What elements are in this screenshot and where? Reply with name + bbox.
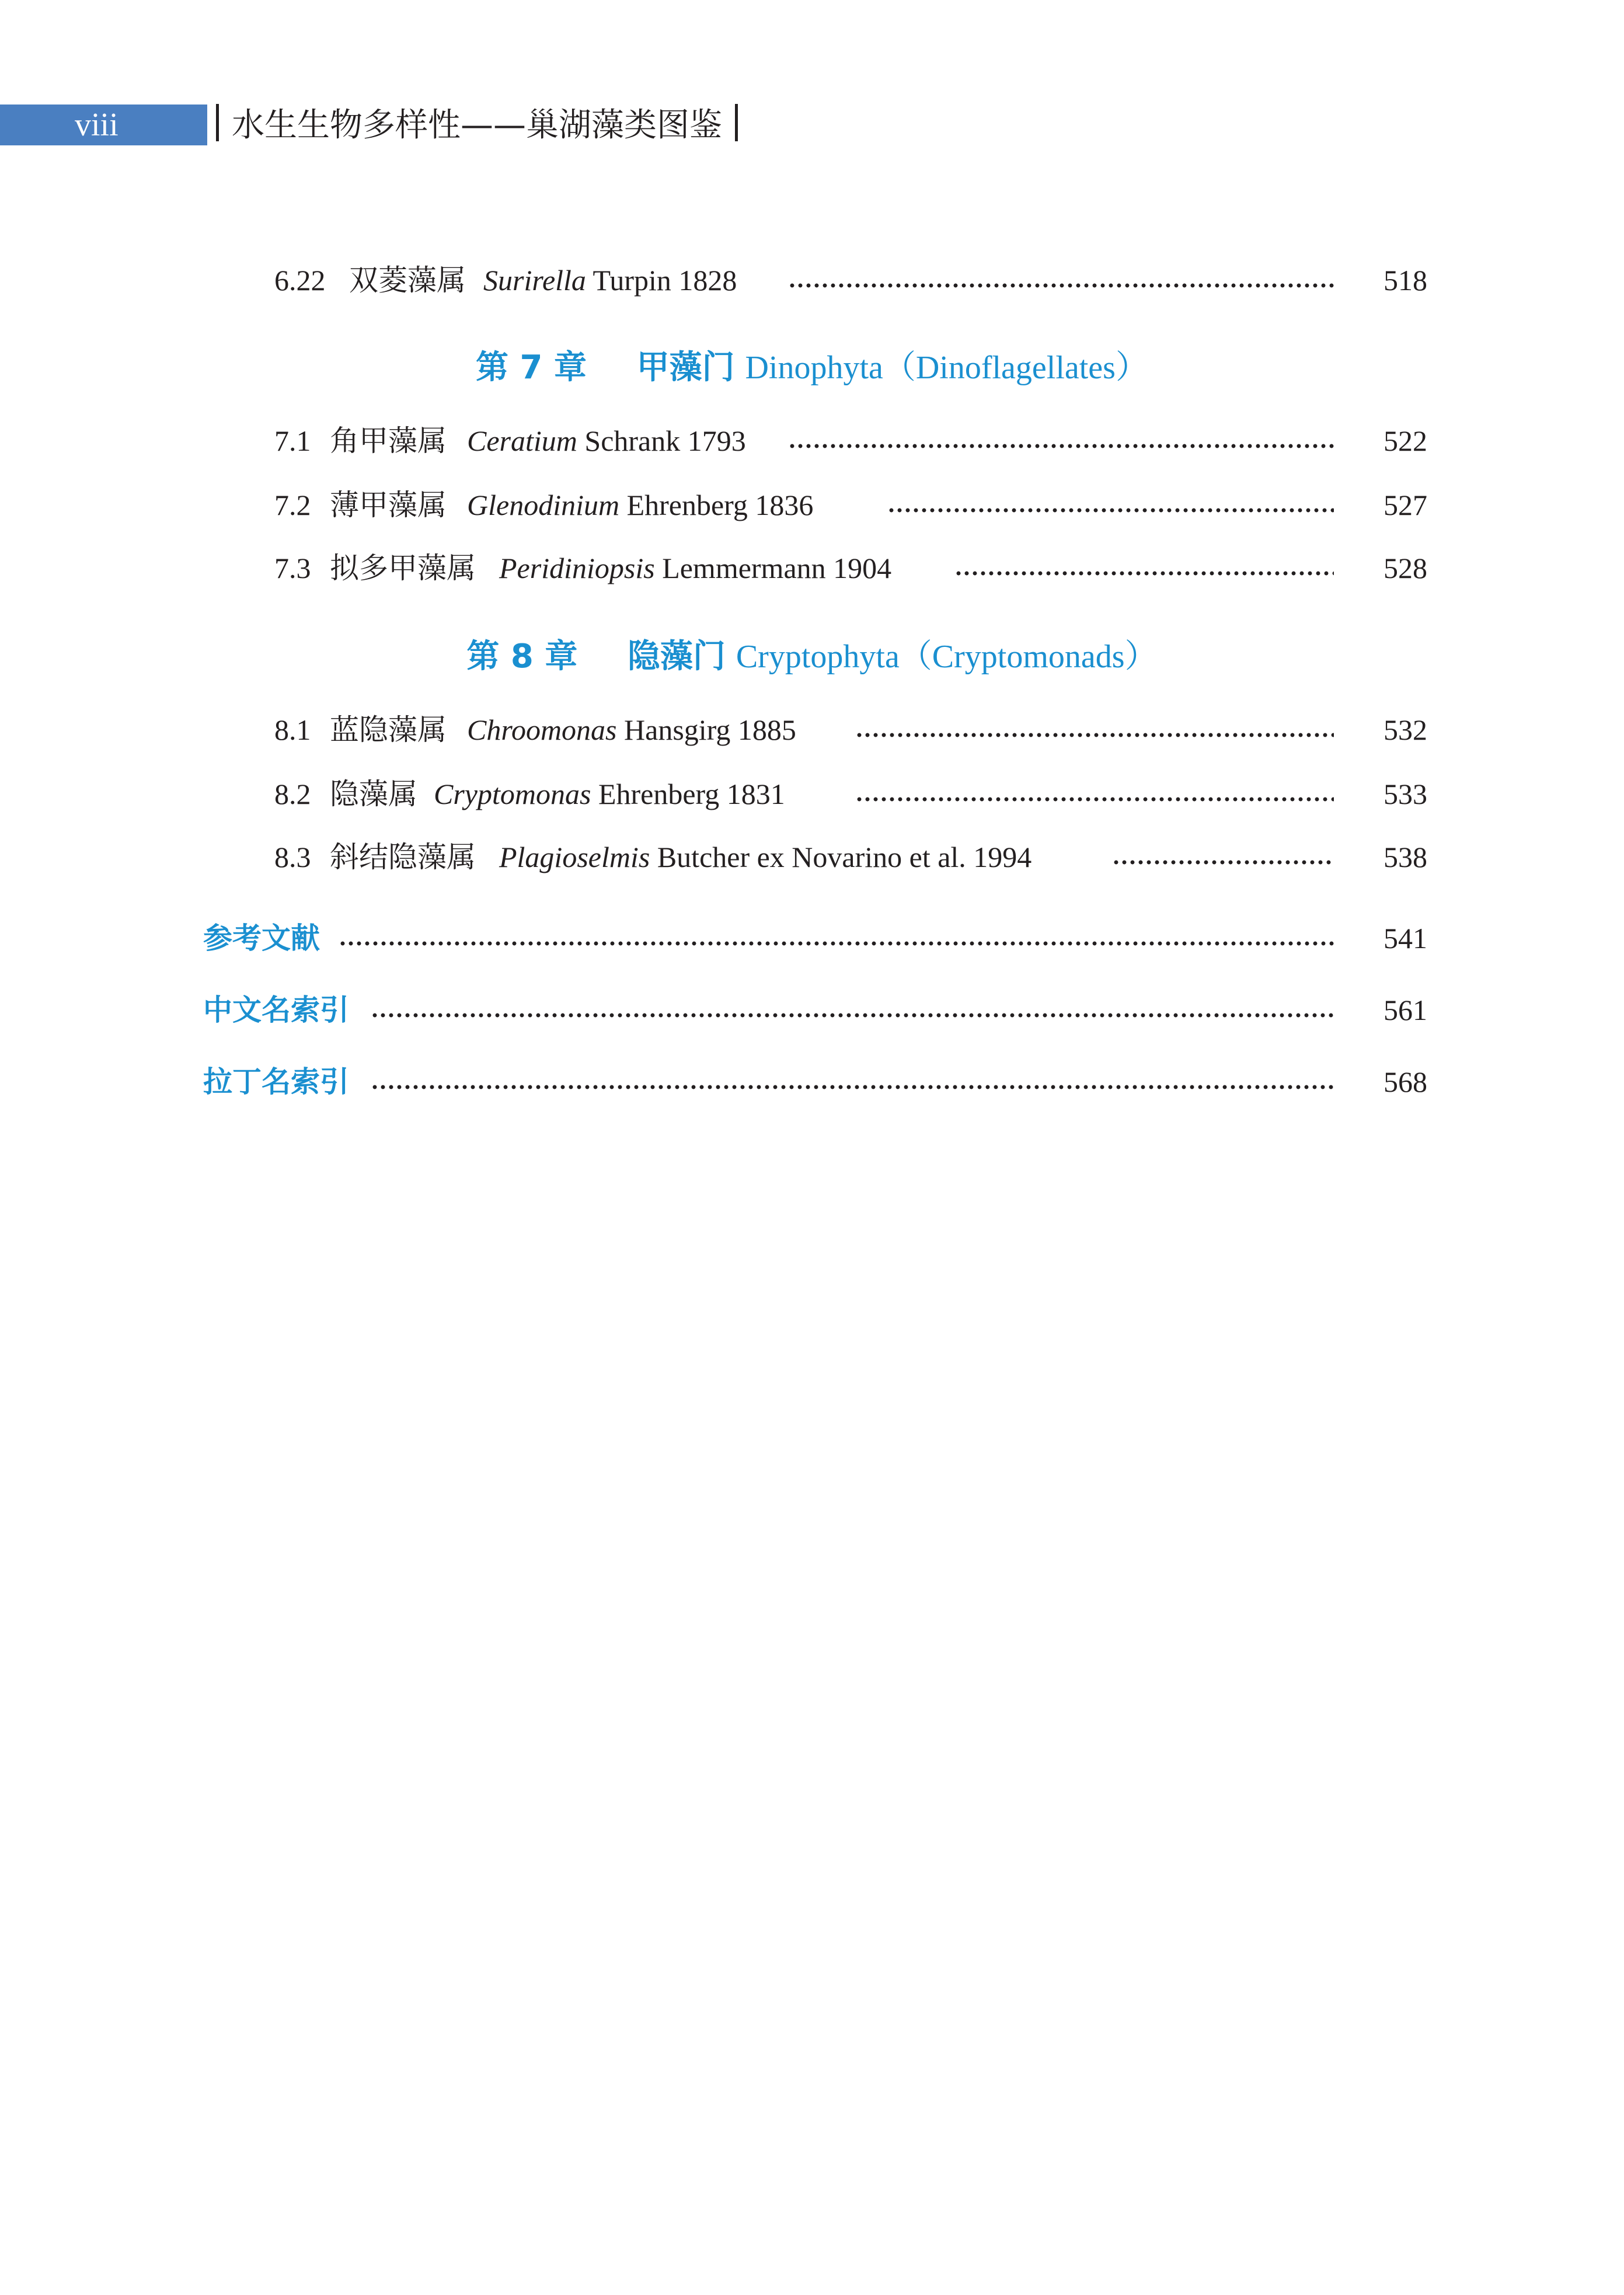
entry-number: 8.3 — [274, 841, 311, 873]
toc-entry-8-1[interactable] — [0, 709, 1624, 750]
backmatter-title: 拉丁名索引 — [203, 1065, 349, 1099]
entry-authority: Turpin 1828 — [593, 264, 737, 297]
book-title: 水生生物多样性——巢湖藻类图鉴 — [232, 106, 722, 144]
entry-page-number: 538 — [1383, 841, 1427, 873]
entry-genus: Glenodinium — [467, 489, 620, 521]
entry-page-number: 568 — [1383, 1065, 1427, 1098]
entry-page-number: 541 — [1383, 922, 1427, 955]
toc-entry-chinese-index[interactable] — [0, 990, 1624, 1030]
entry-genus: Cryptomonas — [434, 778, 591, 810]
chapter-chinese-name: 甲藻门 — [636, 349, 735, 386]
toc-entry-7-3[interactable] — [0, 548, 1624, 588]
entry-chinese-name: 薄甲藻属 — [330, 488, 447, 522]
backmatter-title: 中文名索引 — [203, 993, 349, 1027]
entry-authority: Hansgirg 1885 — [624, 713, 796, 746]
dot-leader — [954, 567, 1334, 579]
dot-leader — [788, 280, 1334, 291]
toc-entry-7-2[interactable] — [0, 485, 1624, 525]
entry-page-number: 533 — [1383, 778, 1427, 810]
dot-leader — [371, 1081, 1334, 1093]
dot-leader — [1112, 856, 1334, 868]
chapter-heading-8[interactable] — [0, 633, 1624, 680]
dot-leader — [887, 504, 1334, 516]
toc-entry-8-2[interactable] — [0, 774, 1624, 814]
entry-page-number: 561 — [1383, 994, 1427, 1026]
entry-number: 8.2 — [274, 778, 311, 810]
entry-genus: Plagioselmis — [499, 841, 650, 873]
chapter-chinese-name: 隐藻门 — [628, 638, 726, 675]
entry-page-number: 528 — [1383, 552, 1427, 584]
toc-entry-8-3[interactable] — [0, 837, 1624, 877]
entry-authority: Ehrenberg 1831 — [598, 778, 785, 810]
dot-leader — [371, 1009, 1334, 1021]
entry-genus: Ceratium — [467, 424, 577, 457]
entry-chinese-name: 隐藻属 — [330, 777, 417, 811]
dot-leader — [788, 440, 1334, 452]
toc-entry-7-1[interactable] — [0, 420, 1624, 461]
entry-number: 7.3 — [274, 552, 311, 584]
toc-entry-latin-index[interactable] — [0, 1061, 1624, 1102]
chapter-prefix: 第 7 章 — [476, 349, 587, 386]
header-divider-right — [735, 104, 738, 141]
running-header — [216, 99, 738, 146]
entry-number: 7.1 — [274, 424, 311, 457]
dot-leader — [855, 729, 1334, 741]
entry-authority: Ehrenberg 1836 — [626, 489, 814, 521]
entry-chinese-name: 双菱藻属 — [349, 263, 466, 297]
entry-page-number: 522 — [1383, 424, 1427, 457]
entry-page-number: 518 — [1383, 264, 1427, 297]
entry-page-number: 527 — [1383, 489, 1427, 521]
dot-leader — [855, 793, 1334, 805]
chapter-prefix: 第 8 章 — [466, 638, 578, 675]
chapter-latin-name: Dinophyta（Dinoflagellates） — [745, 350, 1148, 386]
entry-authority: Butcher ex Novarino et al. 1994 — [657, 841, 1032, 873]
entry-chinese-name: 蓝隐藻属 — [330, 713, 447, 747]
entry-number: 7.2 — [274, 489, 311, 521]
entry-page-number: 532 — [1383, 713, 1427, 746]
page-number-tag: viii — [0, 105, 207, 145]
toc-entry-references[interactable] — [0, 918, 1624, 959]
chapter-latin-name: Cryptophyta（Cryptomonads） — [736, 639, 1158, 675]
chapter-heading-7[interactable] — [0, 344, 1624, 391]
toc-entry-6-22[interactable] — [0, 260, 1624, 301]
entry-chinese-name: 角甲藻属 — [330, 424, 447, 458]
dot-leader — [339, 938, 1334, 949]
entry-genus: Peridiniopsis — [499, 552, 655, 584]
entry-genus: Chroomonas — [467, 713, 617, 746]
entry-authority: Schrank 1793 — [584, 424, 746, 457]
entry-chinese-name: 拟多甲藻属 — [330, 551, 476, 585]
entry-number: 8.1 — [274, 713, 311, 746]
backmatter-title: 参考文献 — [203, 921, 320, 955]
entry-genus: Surirella — [483, 264, 586, 297]
entry-chinese-name: 斜结隐藻属 — [330, 840, 476, 874]
header-divider-left — [216, 104, 219, 141]
entry-number: 6.22 — [274, 264, 326, 297]
entry-authority: Lemmermann 1904 — [662, 552, 892, 584]
